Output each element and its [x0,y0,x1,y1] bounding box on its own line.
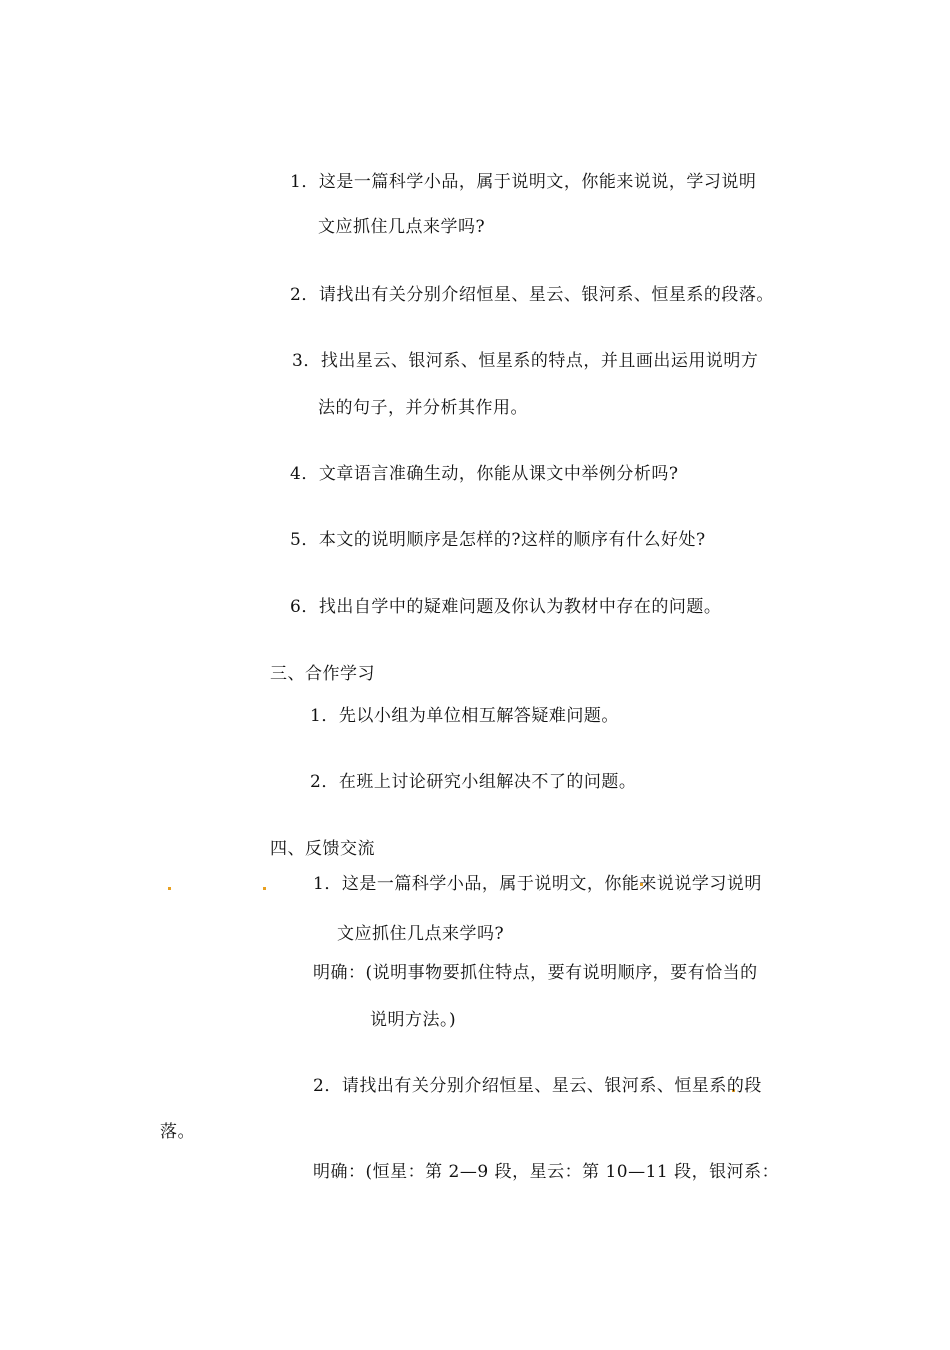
question-2 [290,283,774,307]
question-4 [290,462,678,486]
feedback-question-1-text: 这是一篇科学小品，属于说明文，你能来说说学习说明 [341,874,762,894]
question-1-text: 这是一篇科学小品，属于说明文，你能来说说，学习说明 [318,172,757,192]
question-2-number: 2． [290,285,319,305]
orange-mark [263,887,266,890]
feedback-question-2-line-2: 落。 [160,1122,195,1142]
orange-mark [168,887,171,890]
question-4-number: 4． [290,464,319,484]
question-2-text: 请找出有关分别介绍恒星、星云、银河系、恒星系的段落。 [318,285,774,305]
cooperation-item-2 [310,770,636,794]
feedback-question-1-line-1 [313,872,762,896]
section-four-heading: 四、反馈交流 [270,839,375,859]
question-6 [290,595,721,619]
cooperation-item-1-text: 先以小组为单位相互解答疑难问题。 [338,706,619,726]
answer-2-line-1: 明确：(恒星：第 2—9 段，星云：第 10—11 段，银河系： [313,1162,780,1182]
question-5-text: 本文的说明顺序是怎样的?这样的顺序有什么好处? [318,530,706,550]
answer-1-line-1: 明确：(说明事物要抓住特点，要有说明顺序，要有恰当的 [313,963,758,983]
question-3-line-1 [292,349,758,373]
section-three-heading: 三、合作学习 [270,664,375,684]
question-1-number: 1． [290,172,319,192]
question-3-text: 找出星云、银河系、恒星系的特点，并且画出运用说明方 [320,351,759,371]
feedback-question-1-line-2: 文应抓住几点来学吗? [337,924,505,944]
question-3-line-2: 法的句子，并分析其作用。 [318,398,528,418]
feedback-question-2-number: 2． [313,1076,342,1096]
question-1-line-1 [290,170,756,194]
question-6-number: 6． [290,597,319,617]
question-1-line-2: 文应抓住几点来学吗? [318,217,486,237]
feedback-question-2-text: 请找出有关分别介绍恒星、星云、银河系、恒星系的段 [341,1076,762,1096]
question-5 [290,528,706,552]
cooperation-item-2-text: 在班上讨论研究小组解决不了的问题。 [338,772,637,792]
cooperation-item-1-number: 1． [310,706,339,726]
cooperation-item-2-number: 2． [310,772,339,792]
cooperation-item-1 [310,704,619,728]
question-4-text: 文章语言准确生动，你能从课文中举例分析吗? [318,464,679,484]
question-3-number: 3． [292,351,321,371]
feedback-question-2-line-1 [313,1074,762,1098]
question-5-number: 5． [290,530,319,550]
question-6-text: 找出自学中的疑难问题及你认为教材中存在的问题。 [318,597,722,617]
feedback-question-1-number: 1． [313,874,342,894]
answer-1-line-2: 说明方法。) [370,1010,457,1030]
